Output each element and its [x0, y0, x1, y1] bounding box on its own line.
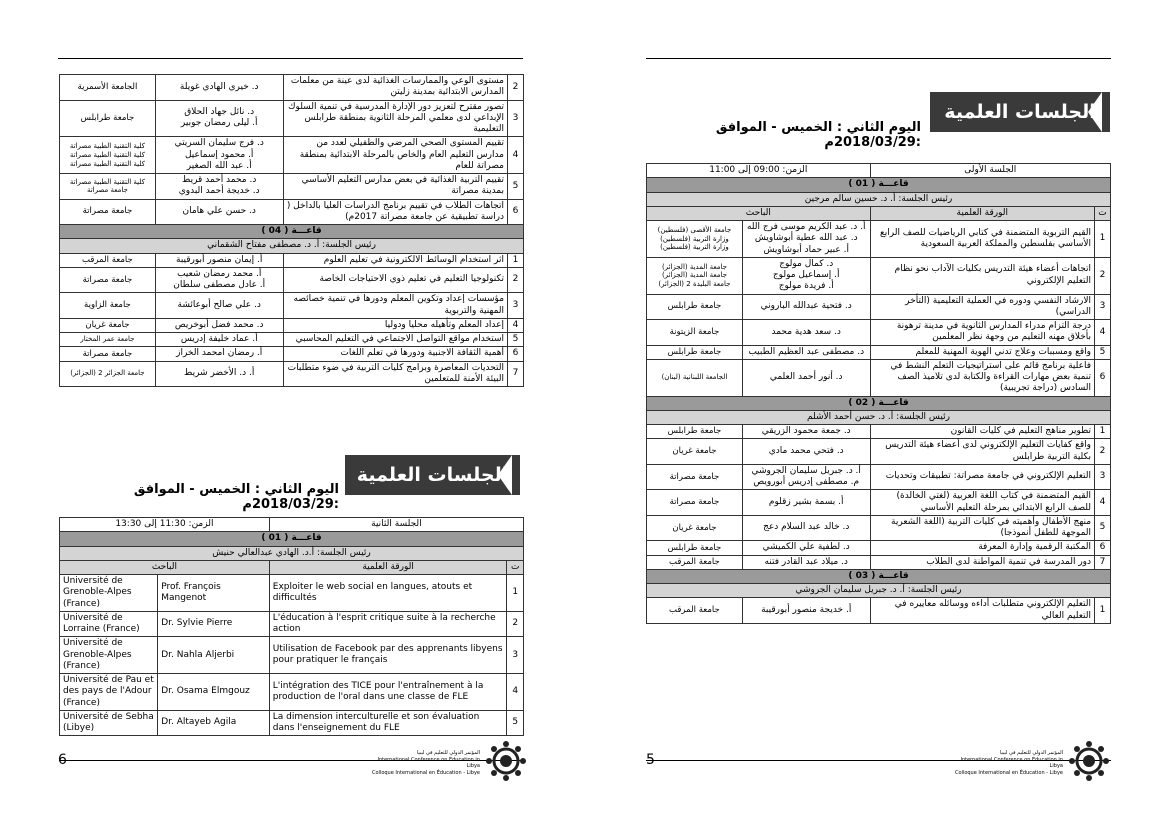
paper-title: مستوى الوعي والممارسات الغذائية لدى عينة من معلمات المدارس الابتدائية بمدينة زليتن: [283, 75, 507, 101]
university-name: جامعة الزيتونة: [647, 320, 743, 346]
researcher-name: Dr. Nahla Aljerbi: [158, 637, 270, 674]
paper-title: تطوير مناهج التعليم في كليات القانون: [870, 425, 1094, 439]
paper-title: أهمية الثقافة الاجنبية ودورها في تعلم اللغات: [283, 347, 507, 361]
conference-logo-text-right: [953, 750, 1063, 776]
paper-title: الارشاد النفسي ودوره في العملية التعليمية (التأخر الدراسي): [870, 294, 1094, 320]
table-row: [60, 674, 524, 711]
row-number: 3: [1095, 464, 1111, 490]
university-name: كلية التقنية الطبية مصراتة كلية التقنية الطبية مصراتة كلية التقنية الطبية مصراتة: [60, 137, 156, 174]
day-line-left: اليوم الثاني : الخميس - الموافق :2018/03/29م: [133, 482, 339, 512]
researcher-name: Dr. Sylvie Pierre: [158, 611, 270, 637]
section-title-right: [930, 92, 1110, 132]
table-row: [647, 598, 1111, 624]
researcher-name: Prof. François Mangenot: [158, 575, 270, 612]
university-name: جامعة المدية (الجزائر) جامعة المدية (الجزائر) جامعة البليدة 2 (الجزائر): [647, 257, 743, 294]
researcher-name: أ. د. الأخضر شريط: [155, 361, 283, 387]
row-number: 5: [1095, 345, 1111, 359]
row-number: 4: [508, 318, 524, 332]
table-row: [60, 318, 524, 332]
paper-title: مؤسسات إعداد وتكوين المعلم ودورها في تنمية خصائصه المهنية والتربوية: [283, 293, 507, 319]
logo-line-arabic: المؤتمر الدولي للتعليم في ليبيا: [416, 750, 480, 756]
row-number: 3: [508, 100, 524, 137]
university-name: جامعة مصراتة: [647, 490, 743, 516]
university-name: جامعة طرابلس: [647, 345, 743, 359]
researcher-name: أ. د. عبد الكريم موسى فرج الله د. عبد الله عطية أبوشاويش أ. عبير حماد أبوشاويش: [742, 221, 870, 258]
university-name: جامعة مصراتة: [60, 199, 156, 225]
researcher-name: د. أنور أحمد العلمي: [742, 359, 870, 396]
researcher-name: د. علي صالح أبوعائشة: [155, 293, 283, 319]
paper-title: La dimension interculturelle et son évaluation dans l'enseignement du FLE: [269, 710, 507, 736]
day-line-right: اليوم الثاني : الخميس - الموافق :2018/03/29م: [715, 120, 921, 150]
table-row: [60, 710, 524, 736]
paper-title: اثر استخدام الوسائط الالكترونية في تعليم العلوم: [283, 253, 507, 267]
table-row: [60, 100, 524, 137]
researcher-name: أ. محمد رمضان شعيب أ. عادل مصطفى سلطان: [155, 267, 283, 293]
university-name: جامعة طرابلس: [647, 294, 743, 320]
paper-title: تصور مقترح لتعزيز دور الإدارة المدرسية في تنمية السلوك الإبداعي لدى معلمي المرحلة الثانوية بمنطقة طرابلس التعليمية: [283, 100, 507, 137]
table-row: [647, 257, 1111, 294]
paper-title: Exploiter le web social en langues, atouts et difficultés: [269, 575, 507, 612]
table-row: [60, 611, 524, 637]
row-number: 4: [507, 674, 524, 711]
university-name: جامعة غريان: [647, 439, 743, 465]
section-title-text: الجلسات العلمية: [944, 101, 1096, 123]
session-label: الجلسة الثانية: [269, 518, 523, 532]
paper-title: واقع كفايات التعليم الإلكتروني لدى أعضاء هيئة التدريس بكلية التربية طرابلس: [870, 439, 1094, 465]
researcher-name: د. فرج سليمان السريتي أ. محمود إسماعيل أ. عبد الله الصغير: [155, 137, 283, 174]
row-number: 6: [508, 347, 524, 361]
table-row: [60, 137, 524, 174]
university-name: جامعة الأقصى (فلسطين) وزارة التربية (فلسطين) وزارة التربية (فلسطين): [647, 221, 743, 258]
university-name: جامعة طرابلس: [647, 541, 743, 555]
conference-logo-right: [1068, 740, 1110, 786]
row-number: 4: [1095, 490, 1111, 516]
university-name: جامعة الجزائر 2 (الجزائر): [60, 361, 156, 387]
table-row: [647, 541, 1111, 555]
row-number: 1: [1095, 425, 1111, 439]
page-number-right: 5: [646, 752, 655, 768]
researcher-name: د. كمال مولوج أ. إسماعيل مولوج أ. فريدة مولوج: [742, 257, 870, 294]
row-number: 5: [1095, 515, 1111, 541]
paper-title: التحديات المعاصرة وبرامج كليات التربية في ضوء متطلبات البيئة الأمنة للمتعلمين: [283, 361, 507, 387]
table-row: [60, 637, 524, 674]
section-title-text: الجلسات العلمية: [356, 464, 509, 486]
table-row: [60, 333, 524, 347]
hall-01-label: قاعـــة ( 01 ): [60, 532, 524, 546]
hall-01-chair: رئيس الجلسة: أ. د. حسين سالم مرجين: [647, 192, 1111, 206]
researcher-name: د. فتحي محمد مادي: [742, 439, 870, 465]
university-name: جامعة طرابلس: [60, 100, 156, 137]
paper-title: تقييم المستوى الصحي المرضي والطفيلي لعدد من مدارس التعليم العام والخاص بالمرحلة الابتدائية بمنطقة مصراتة للعام: [283, 137, 507, 174]
row-number: 2: [508, 267, 524, 293]
col-header-researcher: الباحث: [647, 206, 871, 220]
row-number: 4: [1095, 320, 1111, 346]
paper-title: Utilisation de Facebook par des apprenants libyens pour pratiquer le français: [269, 637, 507, 674]
conference-logo-text-left: [370, 750, 480, 776]
paper-title: القيم المتضمنة في كتاب اللغة العربية (لغتي الخالدة) للصف الرابع الابتدائي بمرحلة التعليم الأساسي: [870, 490, 1094, 516]
researcher-name: د. نائل جهاد الحلاق أ. ليلى رمضان جوبير: [155, 100, 283, 137]
paper-title: استخدام مواقع التواصل الاجتماعي في التعليم المحاسبي: [283, 333, 507, 347]
table-row: [60, 253, 524, 267]
hall-01-chair: رئيس الجلسة: أ.د. الهادي عبدالعالي حنيش: [60, 546, 524, 560]
right-page-table: [646, 163, 1111, 624]
researcher-name: د. حسن علي هامان: [155, 199, 283, 225]
paper-title: تقييم التربية الغذائية في بعض مدارس التعليم الأساسي بمدينة مصراتة: [283, 174, 507, 200]
paper-title: التعليم الإلكتروني متطلبات أداءه ووسائله معاييره في التعليم العالي: [870, 598, 1094, 624]
table-row: [60, 75, 524, 101]
arrow-icon: [1088, 92, 1102, 132]
university-name: Université de Grenoble-Alpes (France): [60, 637, 158, 674]
researcher-name: د. ميلاد عبد القادر فتنه: [742, 555, 870, 569]
researcher-name: د. خيري الهادي غويلة: [155, 75, 283, 101]
university-name: الجامعة الأسمرية: [60, 75, 156, 101]
arrow-icon: [498, 455, 512, 495]
left-page-fr-table: [59, 517, 524, 736]
row-number: 6: [1095, 359, 1111, 396]
researcher-name: أ. خديجة منصور أبورقيبة: [742, 598, 870, 624]
row-number: 2: [507, 611, 524, 637]
university-name: جامعة غريان: [647, 515, 743, 541]
table-row: [647, 439, 1111, 465]
page-number-left: 6: [58, 752, 67, 768]
row-number: 5: [508, 174, 524, 200]
row-number: 5: [507, 710, 524, 736]
paper-title: التعليم الإلكتروني في جامعة مصراتة: تطبيقات وتحديات: [870, 464, 1094, 490]
row-number: 1: [1095, 598, 1111, 624]
table-row: [647, 425, 1111, 439]
researcher-name: أ. رمضان امحمد الخراز: [155, 347, 283, 361]
hall-03-chair: رئيس الجلسة: أ. د. جبريل سليمان الجروشي: [647, 584, 1111, 598]
session-time: الزمن: 11:30 إلى 13:30: [60, 518, 270, 532]
row-number: 5: [508, 333, 524, 347]
hall-01-label: قاعـــة ( 01 ): [647, 178, 1111, 192]
university-name: جامعة مصراتة: [647, 464, 743, 490]
university-name: جامعة مصراتة: [60, 347, 156, 361]
table-row: [60, 174, 524, 200]
col-header-num: ت: [507, 560, 524, 574]
paper-title: إعداد المعلم وتأهيله محليا ودوليا: [283, 318, 507, 332]
table-row: [647, 221, 1111, 258]
row-number: 1: [508, 253, 524, 267]
col-header-paper: الورقة العلمية: [269, 560, 507, 574]
table-row: [60, 293, 524, 319]
university-name: جامعة المرقب: [647, 555, 743, 569]
researcher-name: د. خالد عبد السلام دعج: [742, 515, 870, 541]
university-name: Université de Grenoble-Alpes (France): [60, 575, 158, 612]
university-name: جامعة مصراتة: [60, 267, 156, 293]
table-row: [60, 575, 524, 612]
col-header-num: ت: [1095, 206, 1111, 220]
session-time: الزمن: 09:00 إلى 11:00: [647, 164, 871, 178]
hall-04-chair: رئيس الجلسة: أ. د. مصطفى مفتاح الشقماني: [60, 239, 524, 253]
hall-02-chair: رئيس الجلسة: أ. د. حسن أحمد الأشلم: [647, 410, 1111, 424]
table-row: [647, 294, 1111, 320]
paper-title: منهج الأطفال وأهميته في كليات التربية (اللغة الشعرية الموجهة للطفل أنموذجا): [870, 515, 1094, 541]
researcher-name: أ. عماد خليفة إدريس: [155, 333, 283, 347]
researcher-name: د. فتحية عبدالله الباروني: [742, 294, 870, 320]
top-rule-right: [646, 58, 1111, 59]
researcher-name: Dr. Osama Elmgouz: [158, 674, 270, 711]
row-number: 4: [508, 137, 524, 174]
row-number: 1: [507, 575, 524, 612]
university-name: كلية التقنية الطبية مصراتة جامعة مصراتة: [60, 174, 156, 200]
row-number: 3: [1095, 294, 1111, 320]
row-number: 2: [1095, 257, 1111, 294]
hall-02-label: قاعـــة ( 02 ): [647, 396, 1111, 410]
researcher-name: أ. إيمان منصور أبورقيبة: [155, 253, 283, 267]
table-row: [647, 359, 1111, 396]
row-number: 7: [1095, 555, 1111, 569]
row-number: 2: [508, 75, 524, 101]
logo-line-french: Colloque International en Éducation - Libye: [372, 769, 480, 776]
row-number: 3: [508, 293, 524, 319]
researcher-name: د. لطفية علي الكميشي: [742, 541, 870, 555]
table-row: [60, 267, 524, 293]
table-row: [647, 515, 1111, 541]
researcher-name: Dr. Altayeb Agila: [158, 710, 270, 736]
paper-title: L'intégration des TICE pour l'entraînement à la production de l'oral dans une classe de FLE: [269, 674, 507, 711]
table-row: [647, 464, 1111, 490]
researcher-name: د. مصطفى عبد العظيم الطبيب: [742, 345, 870, 359]
session-label: الجلسة الأولى: [870, 164, 1110, 178]
researcher-name: أ. بسمة بشير زقلوم: [742, 490, 870, 516]
table-row: [647, 490, 1111, 516]
table-row: [60, 199, 524, 225]
logo-line-english: International Conference on Education in Libya: [377, 756, 480, 769]
paper-title: المكتبة الرقمية وإدارة المعرفة: [870, 541, 1094, 555]
table-row: [60, 361, 524, 387]
paper-title: درجة التزام مدراء المدارس الثانوية في مدينة ترهونة بأخلاق مهنه التعليم من وجهة نظر المعلمين: [870, 320, 1094, 346]
top-rule-left: [58, 58, 523, 59]
paper-title: تكنولوجيا التعليم في تعليم ذوي الاحتياجات الخاصة: [283, 267, 507, 293]
researcher-name: أ. د. جبريل سليمان الجروشي م. مصطفى إدريس أبورويص: [742, 464, 870, 490]
university-name: جامعة المرقب: [647, 598, 743, 624]
row-number: 6: [1095, 541, 1111, 555]
row-number: 7: [508, 361, 524, 387]
university-name: جامعة عمر المختار: [60, 333, 156, 347]
researcher-name: د. سعد هدية محمد: [742, 320, 870, 346]
university-name: جامعة غريان: [60, 318, 156, 332]
row-number: 1: [1095, 221, 1111, 258]
table-row: [647, 555, 1111, 569]
logo-line-french: Colloque International en Éducation - Libye: [955, 769, 1063, 776]
university-name: Université de Lorraine (France): [60, 611, 158, 637]
paper-title: القيم التربوية المتضمنة في كتابي الرياضيات للصف الرابع الأساسي بفلسطين والمملكة العربية السعودية: [870, 221, 1094, 258]
paper-title: اتجاهات الطلاب في تقييم برنامج الدراسات العليا بالداخل ( دراسة تطبيقية عن جامعة مصراتة 2017م): [283, 199, 507, 225]
row-number: 2: [1095, 439, 1111, 465]
university-name: Université de Pau et des pays de l'Adour (France): [60, 674, 158, 711]
paper-title: واقع ومسببات وعلاج تدني الهوية المهنية للمعلم: [870, 345, 1094, 359]
researcher-name: د. محمد فضل أبوخريص: [155, 318, 283, 332]
university-name: الجامعة اللبنانية (لبنان): [647, 359, 743, 396]
section-title-left: [345, 455, 520, 495]
paper-title: دور المدرسة في تنمية المواطنة لدى الطلاب: [870, 555, 1094, 569]
university-name: جامعة الزاوية: [60, 293, 156, 319]
col-header-paper: الورقة العلمية: [870, 206, 1094, 220]
paper-title: فاعلية برنامج قائم على استراتيجيات التعلم النشط في تنمية بعض مهارات القراءة والكتابة لدى تلاميذ الصف السادس (دراجة تجريبية): [870, 359, 1094, 396]
table-row: [647, 345, 1111, 359]
col-header-researcher: الباحث: [60, 560, 270, 574]
logo-line-english: International Conference on Education in Libya: [960, 756, 1063, 769]
paper-title: L'éducation à l'esprit critique suite à la recherche action: [269, 611, 507, 637]
conference-logo-left: [485, 740, 527, 786]
row-number: 3: [507, 637, 524, 674]
university-name: جامعة المرقب: [60, 253, 156, 267]
hall-03-label: قاعـــة ( 03 ): [647, 569, 1111, 583]
researcher-name: د. جمعة محمود الزريقي: [742, 425, 870, 439]
university-name: Université de Sebha (Libye): [60, 710, 158, 736]
paper-title: اتجاهات أعضاء هيئة التدريس بكليات الآداب نحو نظام التعليم الإلكتروني: [870, 257, 1094, 294]
logo-line-arabic: المؤتمر الدولي للتعليم في ليبيا: [999, 750, 1063, 756]
hall-04-label: قاعـــة ( 04 ): [60, 225, 524, 239]
table-row: [647, 320, 1111, 346]
university-name: جامعة طرابلس: [647, 425, 743, 439]
left-page-top-table: [59, 74, 524, 387]
researcher-name: د. محمد أحمد قريط د. خديجة أحمد البدوي: [155, 174, 283, 200]
table-row: [60, 347, 524, 361]
row-number: 6: [508, 199, 524, 225]
